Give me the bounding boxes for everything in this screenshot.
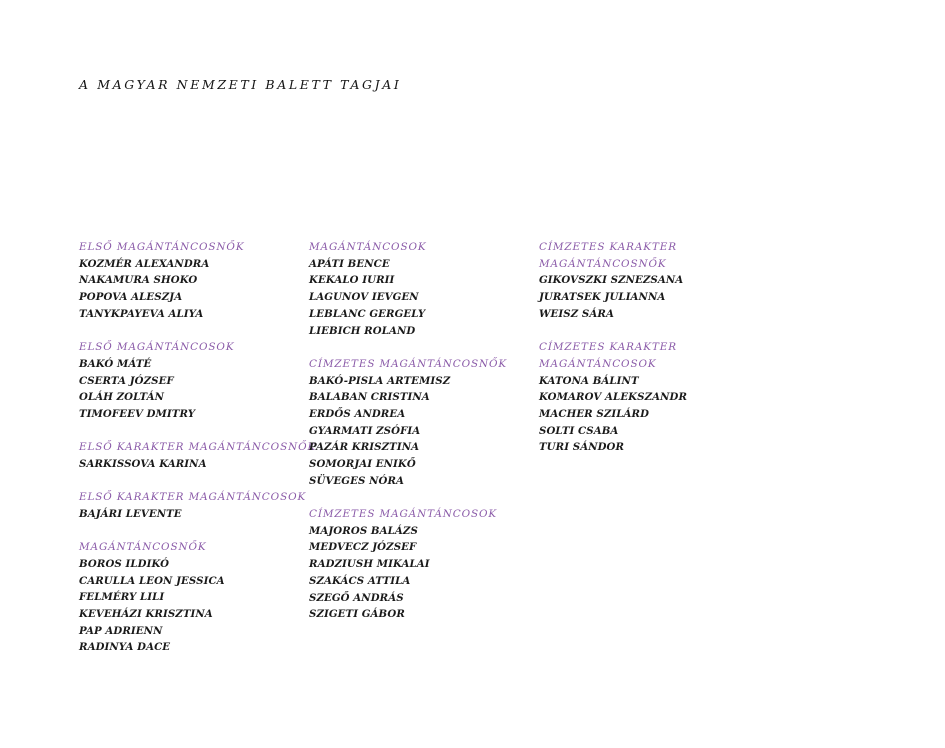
section-heading: MAGÁNTÁNCOSNŐK: [539, 257, 667, 270]
roster-section: [539, 239, 767, 323]
roster-section: [79, 439, 317, 472]
member-name: RADINYA DACE: [79, 641, 171, 654]
roster-column-2: [309, 239, 537, 640]
roster-section: [309, 239, 537, 339]
member-name: BALABAN CRISTINA: [309, 391, 430, 404]
member-name: JURATSEK JULIANNA: [539, 291, 666, 304]
member-name: POPOVA ALESZJA: [79, 291, 183, 304]
member-name: GIKOVSZKI SZNEZSANA: [539, 274, 684, 287]
roster-section: [309, 356, 537, 490]
roster-section: [79, 489, 307, 522]
section-heading: ELSŐ MAGÁNTÁNCOSOK: [79, 341, 235, 354]
member-name: MEDVECZ JÓZSEF: [309, 541, 417, 554]
section-heading: ELSŐ MAGÁNTÁNCOSNŐK: [79, 241, 245, 253]
member-name: OLÁH ZOLTÁN: [79, 391, 165, 404]
member-name: NAKAMURA SHOKO: [79, 274, 198, 287]
roster-column-1: [79, 239, 317, 673]
roster-section: [539, 339, 767, 456]
page-title: A MAGYAR NEMZETI BALETT TAGJAI: [79, 77, 402, 92]
roster-column-3: [539, 239, 767, 473]
member-name: BAKÓ-PISLA ARTEMISZ: [309, 374, 451, 387]
member-name: TURI SÁNDOR: [539, 441, 625, 454]
section-heading: MAGÁNTÁNCOSOK: [539, 357, 657, 370]
member-name: APÁTI BENCE: [309, 257, 390, 270]
roster-section: [309, 506, 537, 623]
member-name: CSERTA JÓZSEF: [79, 374, 174, 387]
member-name: KOMAROV ALEKSZANDR: [539, 391, 688, 404]
member-name: RADZIUSH MIKALAI: [309, 558, 430, 571]
member-name: ERDŐS ANDREA: [309, 407, 406, 420]
member-name: SZIGETI GÁBOR: [309, 608, 405, 621]
member-name: MAJOROS BALÁZS: [309, 524, 418, 537]
member-name: LEBLANC GERGELY: [309, 307, 426, 320]
member-name: BAKÓ MÁTÉ: [79, 357, 152, 370]
member-name: BAJÁRI LEVENTE: [79, 507, 182, 520]
member-name: PAP ADRIENN: [79, 624, 163, 637]
section-heading: ELSŐ KARAKTER MAGÁNTÁNCOSNŐK: [79, 441, 317, 454]
member-name: LAGUNOV IEVGEN: [309, 291, 419, 304]
roster-section: [79, 539, 307, 656]
roster-section: [79, 339, 307, 423]
member-name: LIEBICH ROLAND: [309, 324, 416, 337]
member-name: KOZMÉR ALEXANDRA: [79, 257, 210, 270]
member-name: SÜVEGES NÓRA: [309, 474, 405, 487]
section-heading: ELSŐ KARAKTER MAGÁNTÁNCOSOK: [79, 491, 307, 504]
member-name: SZEGŐ ANDRÁS: [309, 591, 404, 604]
roster-section: [79, 239, 307, 323]
member-name: CARULLA LEON JESSICA: [79, 574, 225, 587]
member-name: SZAKÁCS ATTILA: [309, 574, 411, 587]
section-heading: MAGÁNTÁNCOSNŐK: [79, 541, 207, 554]
member-name: KATONA BÁLINT: [539, 374, 639, 387]
member-name: SOLTI CSABA: [539, 424, 619, 437]
section-heading: CÍMZETES KARAKTER: [539, 241, 678, 253]
member-name: WEISZ SÁRA: [539, 307, 614, 320]
section-heading: MAGÁNTÁNCOSOK: [309, 241, 427, 253]
section-heading: CÍMZETES MAGÁNTÁNCOSNŐK: [309, 357, 508, 370]
section-heading: CÍMZETES MAGÁNTÁNCOSOK: [309, 508, 498, 521]
member-name: MACHER SZILÁRD: [539, 407, 650, 420]
member-name: BOROS ILDIKÓ: [79, 557, 170, 570]
member-name: TANYKPAYEVA ALIYA: [79, 307, 204, 320]
member-name: TIMOFEEV DMITRY: [79, 407, 196, 420]
member-name: PAZÁR KRISZTINA: [309, 441, 420, 454]
member-name: KEVEHÁZI KRISZTINA: [79, 608, 213, 621]
section-heading: CÍMZETES KARAKTER: [539, 341, 678, 354]
member-name: SOMORJAI ENIKŐ: [309, 458, 416, 471]
member-name: SARKISSOVA KARINA: [79, 457, 207, 470]
member-name: FELMÉRY LILI: [79, 591, 165, 604]
member-name: KEKALO IURII: [309, 274, 395, 287]
member-name: GYARMATI ZSÓFIA: [309, 424, 421, 437]
